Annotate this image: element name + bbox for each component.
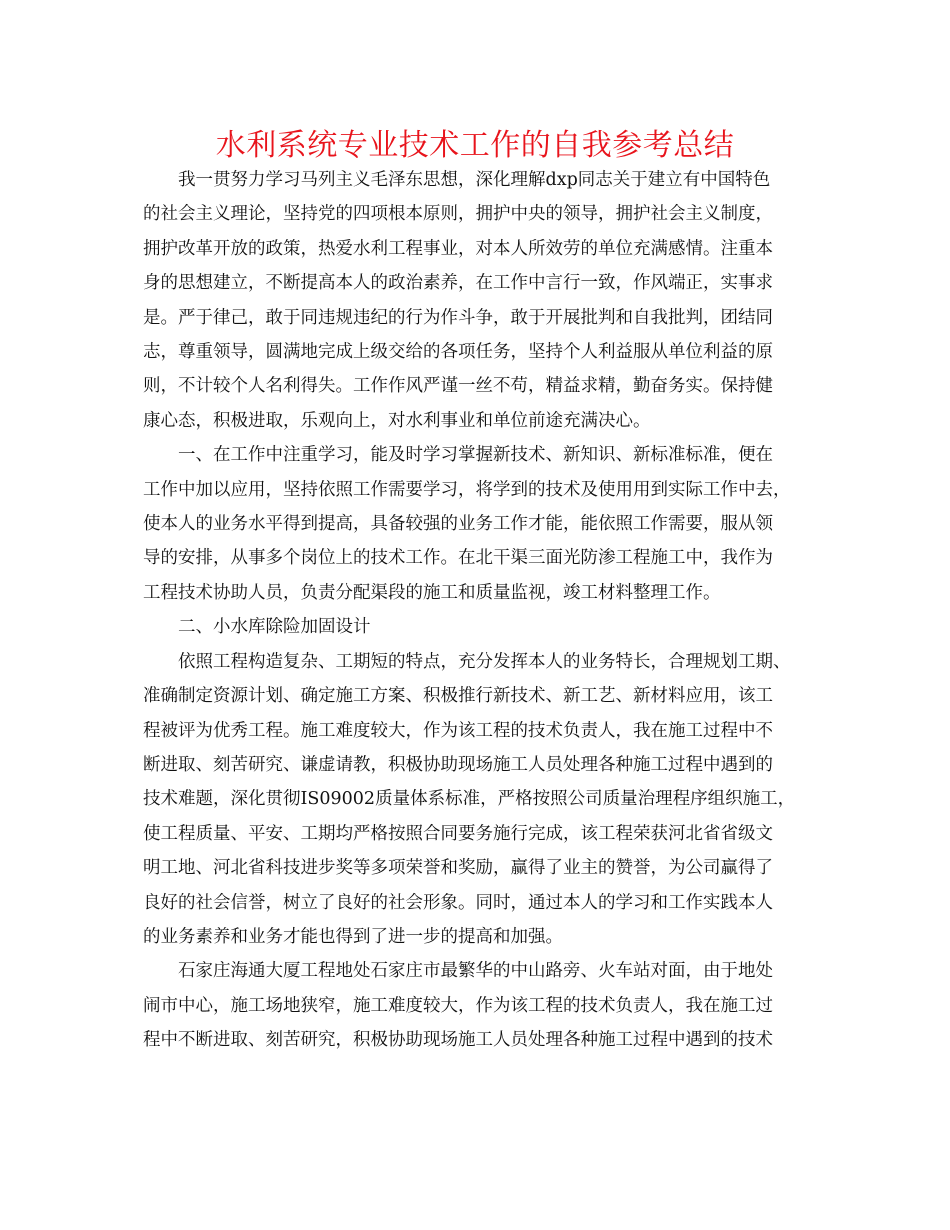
document-body <box>143 163 813 1058</box>
text-line: 明工地、河北省科技进步奖等多项荣誉和奖励，赢得了业主的赞誉，为公司赢得了 <box>143 858 773 879</box>
paragraph <box>143 163 813 438</box>
text-line: 康心态，积极进取，乐观向上，对水利事业和单位前途充满决心。 <box>143 410 651 431</box>
text-line: 准确制定资源计划、确定施工方案、积极推行新技术、新工艺、新材料应用，该工 <box>143 686 773 707</box>
text-line: 良好的社会信誉，树立了良好的社会形象。同时，通过本人的学习和工作实践本人 <box>143 892 773 913</box>
text-line: 身的思想建立，不断提高本人的政治素养，在工作中言行一致，作风端正，实事求 <box>143 273 773 294</box>
text-line: 志，尊重领导，圆满地完成上级交给的各项任务，坚持个人利益服从单位利益的原 <box>143 342 773 363</box>
text-line: 拥护改革开放的政策，热爱水利工程事业，对本人所效劳的单位充满感情。注重本 <box>143 238 773 259</box>
document-title: 水利系统专业技术工作的自我参考总结 <box>215 128 735 163</box>
text-line: 我一贯努力学习马列主义毛泽东思想，深化理解dxp同志关于建立有中国特色 <box>178 170 771 190</box>
paragraph <box>143 645 813 955</box>
text-line: 程中不断进取、刻苦研究，积极协助现场施工人员处理各种施工过程中遇到的技术 <box>143 1030 773 1051</box>
text-line: 使工程质量、平安、工期均严格按照合同要务施行完成，该工程荣获河北省省级文 <box>143 823 773 844</box>
text-line: 的业务素养和业务才能也得到了进一步的提高和加强。 <box>143 926 563 947</box>
text-line: 程被评为优秀工程。施工难度较大，作为该工程的技术负责人，我在施工过程中不 <box>143 720 773 741</box>
text-line: 工作中加以应用，坚持依照工作需要学习，将学到的技术及使用用到实际工作中去， <box>143 479 791 500</box>
paragraph <box>143 954 813 1057</box>
text-line: 技术难题，深化贯彻IS09002质量体系标准，严格按照公司质量治理程序组织施工， <box>143 789 796 810</box>
text-line: 则，不计较个人名利得失。工作作风严谨一丝不苟，精益求精，勤奋务实。保持健 <box>143 376 773 397</box>
paragraph <box>143 610 813 644</box>
paragraph <box>143 438 813 610</box>
text-line: 工程技术协助人员，负责分配渠段的施工和质量监视，竣工材料整理工作。 <box>143 582 721 603</box>
text-line: 导的安排，从事多个岗位上的技术工作。在北干渠三面光防渗工程施工中，我作为 <box>143 548 773 569</box>
text-line: 的社会主义理论，坚持党的四项根本原则，拥护中央的领导，拥护社会主义制度， <box>143 204 773 225</box>
text-line: 闹市中心，施工场地狭窄，施工难度较大，作为该工程的技术负责人，我在施工过 <box>143 995 773 1016</box>
text-line: 石家庄海通大厦工程地处石家庄市最繁华的中山路旁、火车站对面，由于地处 <box>178 961 773 982</box>
text-line: 使本人的业务水平得到提高，具备较强的业务工作才能，能依照工作需要，服从领 <box>143 514 773 535</box>
text-line: 一、在工作中注重学习，能及时学习掌握新技术、新知识、新标准标准，便在 <box>178 445 773 466</box>
text-line: 断进取、刻苦研究、谦虚请教，积极协助现场施工人员处理各种施工过程中遇到的 <box>143 754 773 775</box>
text-line: 二、小水库除险加固设计 <box>178 617 371 638</box>
text-line: 是。严于律己，敢于同违规违纪的行为作斗争，敢于开展批判和自我批判，团结同 <box>143 307 773 328</box>
text-line: 依照工程构造复杂、工期短的特点，充分发挥本人的业务特长，合理规划工期、 <box>178 651 791 672</box>
